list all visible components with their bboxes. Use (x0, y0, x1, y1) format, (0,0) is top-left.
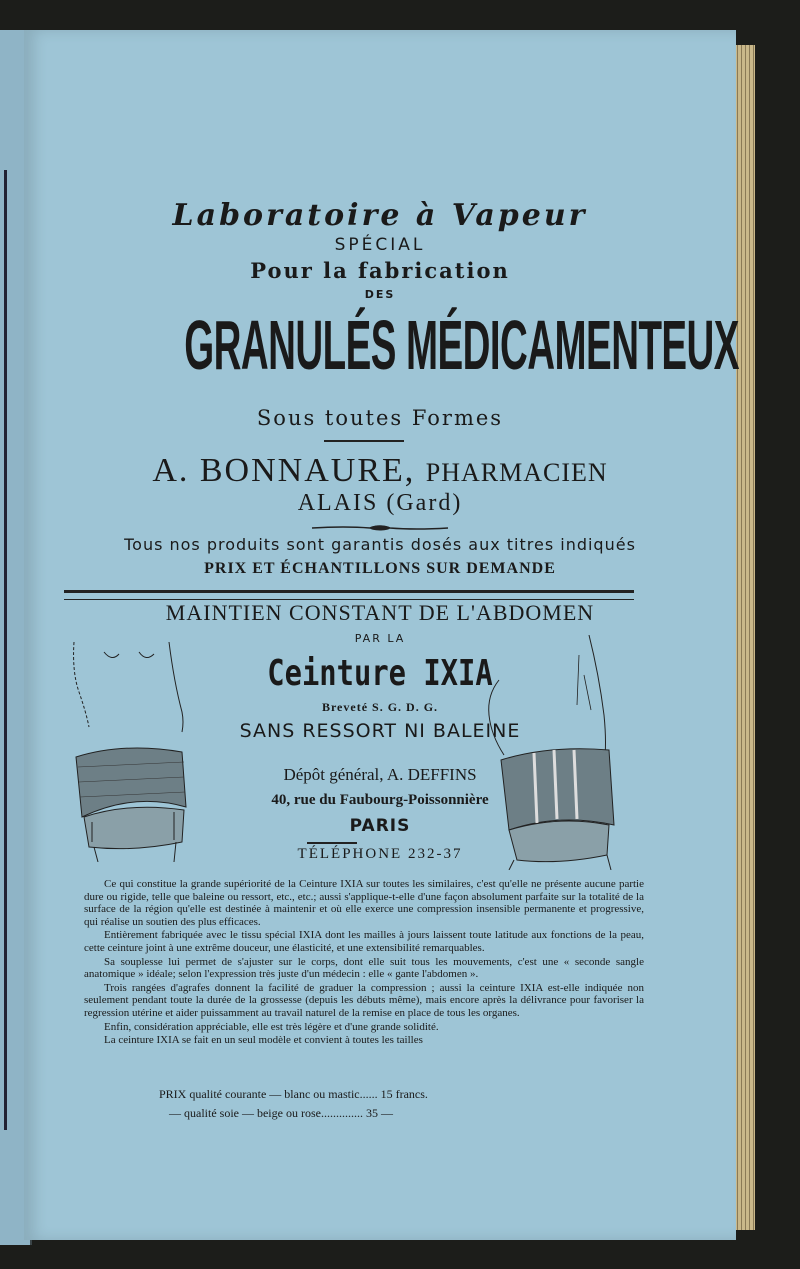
feature-line: SANS RESSORT NI BALEINE (239, 720, 521, 742)
divider (324, 440, 404, 442)
des-label: DES (364, 288, 396, 301)
belt-front-illustration (64, 642, 204, 862)
ad-headline: MAINTIEN CONSTANT DE L'ABDOMEN (165, 600, 595, 625)
belt-back-illustration (479, 635, 624, 870)
previous-page-border (4, 170, 7, 1130)
paragraph-lightness: Enfin, considération appréciable, elle est très légère et d'une grande solidité. (104, 1020, 439, 1033)
par-la-label: PAR LA (354, 632, 406, 645)
price-standard: PRIX qualité courante — blanc ou mastic...... 15 francs. (159, 1087, 428, 1101)
address-line: 40, rue du Faubourg-Poissonnière (271, 792, 489, 808)
prix-line: PRIX ET ÉCHANTILLONS SUR DEMANDE (204, 560, 556, 577)
special-label: SPÉCIAL (334, 235, 426, 255)
patent-label: Breveté S. G. D. G. (321, 700, 439, 714)
paris-line: PARIS (349, 816, 411, 836)
divider (307, 842, 357, 844)
paragraph-fabric: Entièrement fabriquée avec le tissu spécial IXIA dont les mailles à jours laissent toute latitude aux fonctions de la peau, cette ceinture joint à une extrême douceur, une élasticité, et une extensibilité remarquables. (84, 929, 644, 954)
lab-title: Laboratoire à Vapeur (172, 198, 588, 233)
depot-line: Dépôt général, A. DEFFINS (283, 765, 477, 784)
city-line: ALAIS (Gard) (297, 490, 463, 516)
paragraph-superiority: Ce qui constitue la grande supériorité de la Ceinture IXIA sur toutes les similaires, c'est qu'elle ne présente aucune partie dure ou rigide, telle que baleine ou ressort, etc., etc.; aussi s'applique-t-elle d'une façon absolument parfaite sur la totalité de la surface de la région qu'elle est destinée à maintenir et où elle exerce une compression insensible permanente et progressive, qui réalise un soutien des plus efficaces. (84, 878, 644, 928)
paragraph-flexibility: Sa souplesse lui permet de s'ajuster sur le corps, dont elle suit tous les mouvements, c'est une « seconde sangle anatomique » idéale; selon l'expression très juste d'un médecin : elle « gante l'abdomen ». (84, 955, 644, 981)
pharmacist-name-line (24, 452, 736, 490)
pharmacist-name: A. BONNAURE, (152, 452, 416, 489)
formes-line: Sous toutes Formes (256, 406, 504, 430)
telephone-line: TÉLÉPHONE 232-37 (297, 846, 463, 862)
advertisement-page (24, 30, 739, 1240)
section-divider (64, 590, 634, 600)
pour-line: Pour la fabrication (250, 258, 510, 283)
guarantee-line: Tous nos produits sont garantis dosés aux titres indiqués (124, 535, 636, 554)
pharmacist-title: PHARMACIEN (425, 458, 608, 487)
price-silk: — qualité soie — beige ou rose.............. 35 — (169, 1106, 393, 1120)
body-text (84, 878, 644, 1047)
paragraph-hooks: Trois rangées d'agrafes donnent la facilité de graduer la compression ; aussi la ceinture IXIA est-elle indiquée non seulement pendant toute la durée de la grossesse (depuis les débuts même), mais encore après la délivrance pour favoriser la regression utérine et aider puissamment au travail naturel de la remise en place de tous les organes. (84, 981, 644, 1019)
product-name: Ceinture IXIA (267, 653, 493, 694)
granules-headline: GRANULÉS MÉDICAMENTEUX (184, 306, 739, 384)
paragraph-sizes: La ceinture IXIA se fait en un seul modèle et convient à toutes les tailles (104, 1034, 423, 1047)
